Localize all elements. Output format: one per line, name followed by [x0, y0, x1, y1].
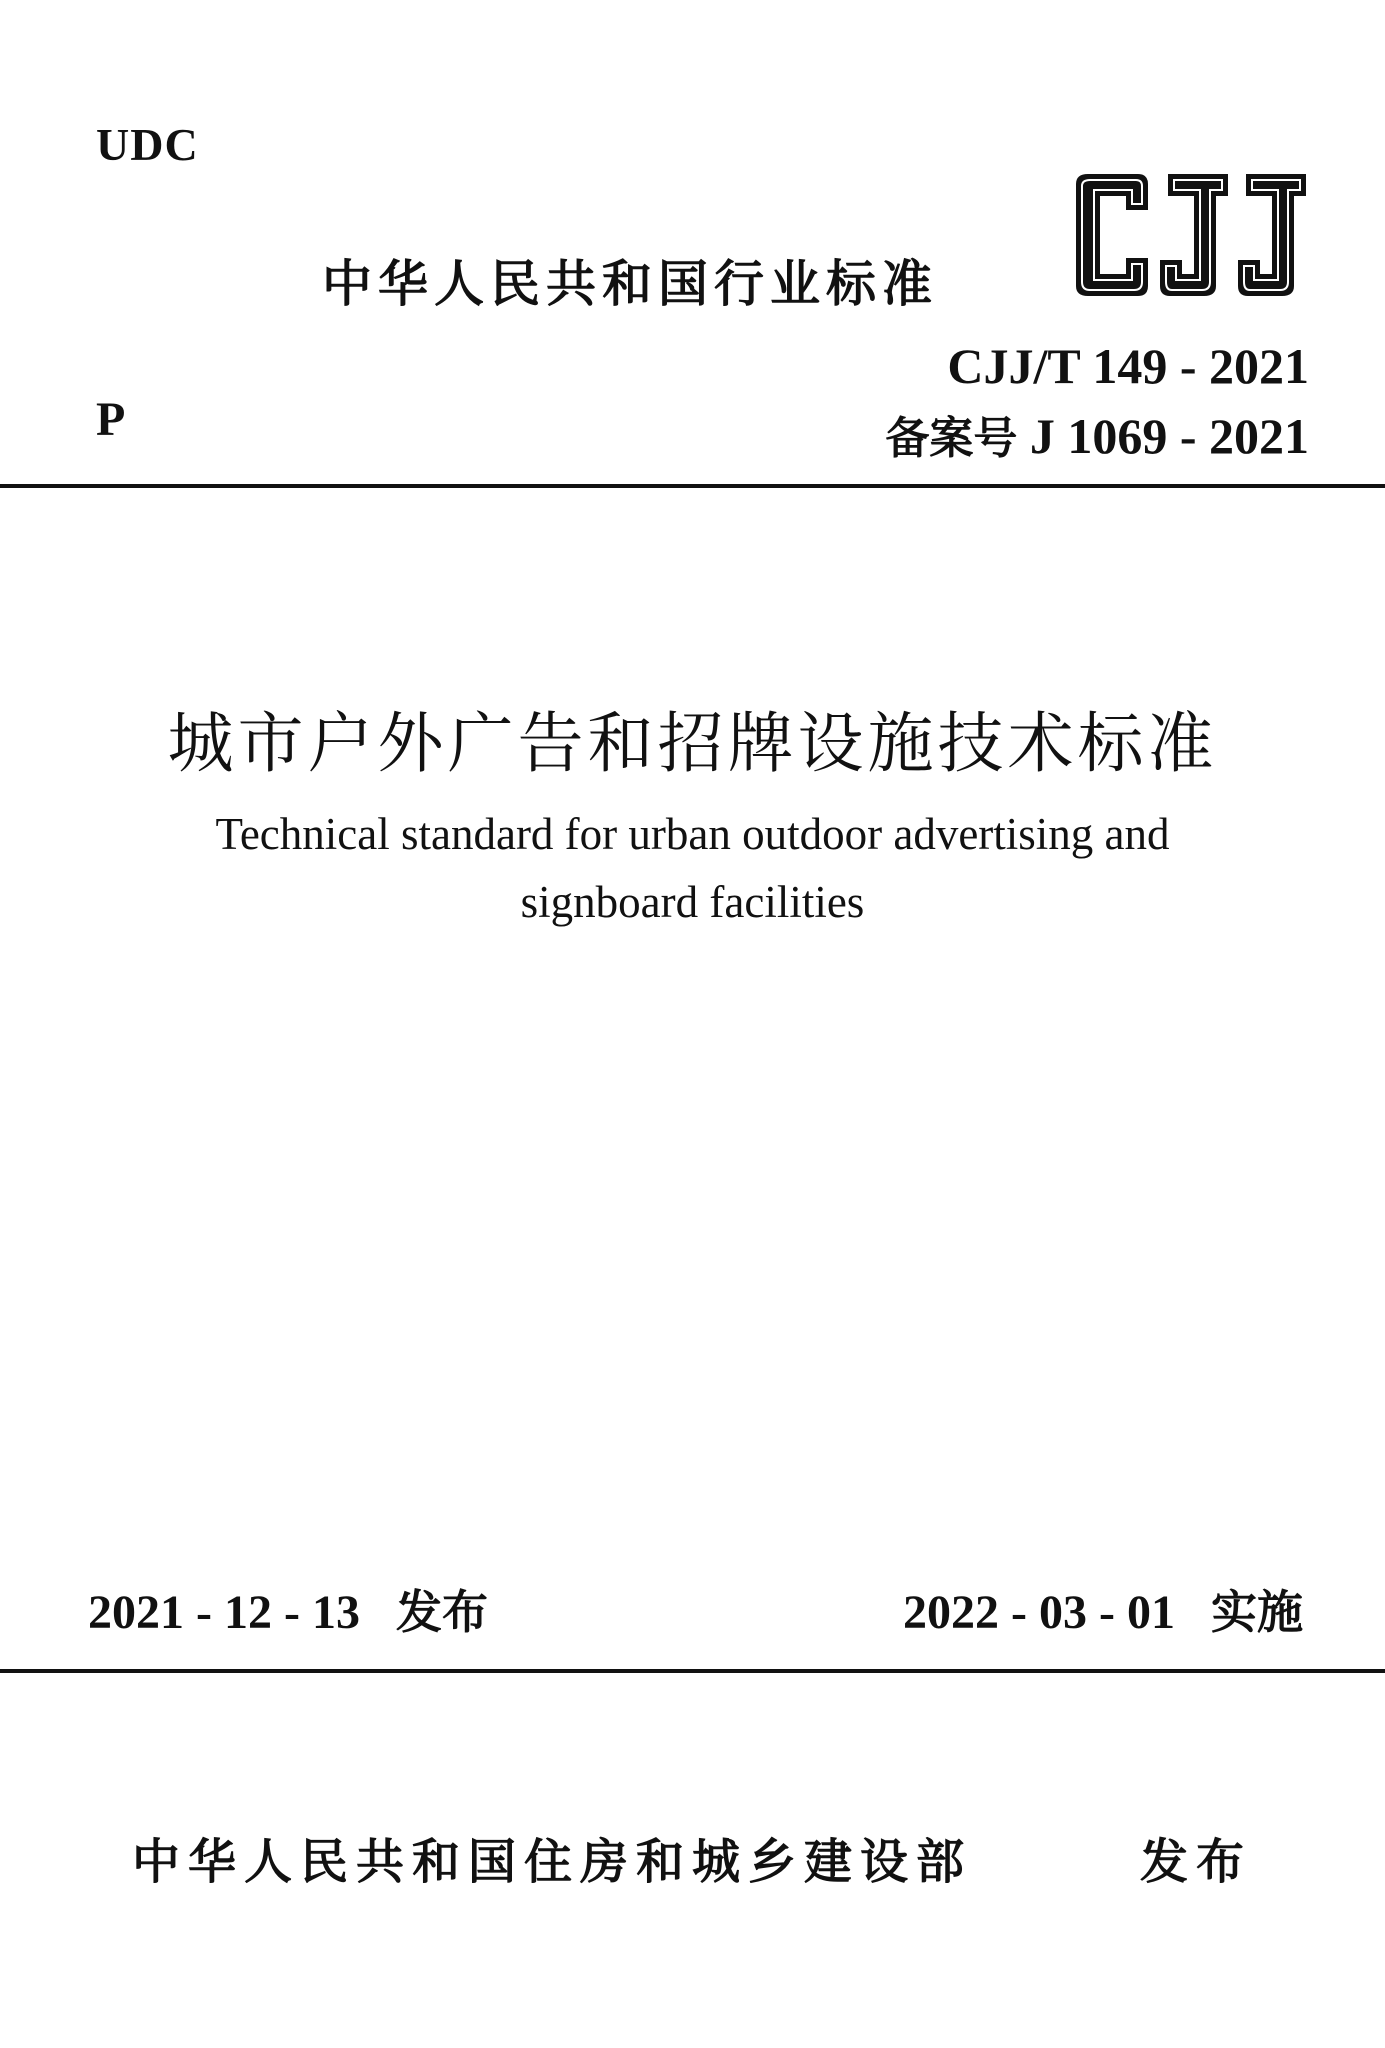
publisher-label: 发布	[1140, 1834, 1253, 1890]
top-divider	[0, 484, 1385, 488]
record-number-value: J 1069 - 2021	[1029, 408, 1309, 464]
publisher-name: 中华人民共和国住房和城乡建设部	[132, 1834, 973, 1890]
issue-label: 发布	[395, 1585, 488, 1639]
title-english	[120, 800, 1265, 936]
record-number	[885, 402, 1309, 466]
implementation-label: 实施	[1211, 1585, 1303, 1639]
record-label: 备案号	[885, 413, 1018, 464]
udc-label: UDC	[96, 119, 199, 170]
implementation-date	[903, 1576, 1303, 1642]
cjj-logo	[1068, 170, 1310, 300]
issue-date-value: 2021 - 12 - 13	[88, 1586, 360, 1639]
title-english-line-1: Technical standard for urban outdoor advertising and	[215, 809, 1170, 859]
standard-code: CJJ/T 149 - 2021	[947, 338, 1309, 394]
industry-standard-heading: 中华人民共和国行业标准	[322, 255, 938, 313]
issue-date	[88, 1576, 488, 1642]
bottom-divider	[0, 1669, 1385, 1673]
implementation-date-value: 2022 - 03 - 01	[903, 1586, 1175, 1639]
classification-code: P	[96, 393, 126, 446]
title-english-line-2: signboard facilities	[520, 877, 865, 927]
title-chinese: 城市户外广告和招牌设施技术标准	[167, 705, 1218, 782]
